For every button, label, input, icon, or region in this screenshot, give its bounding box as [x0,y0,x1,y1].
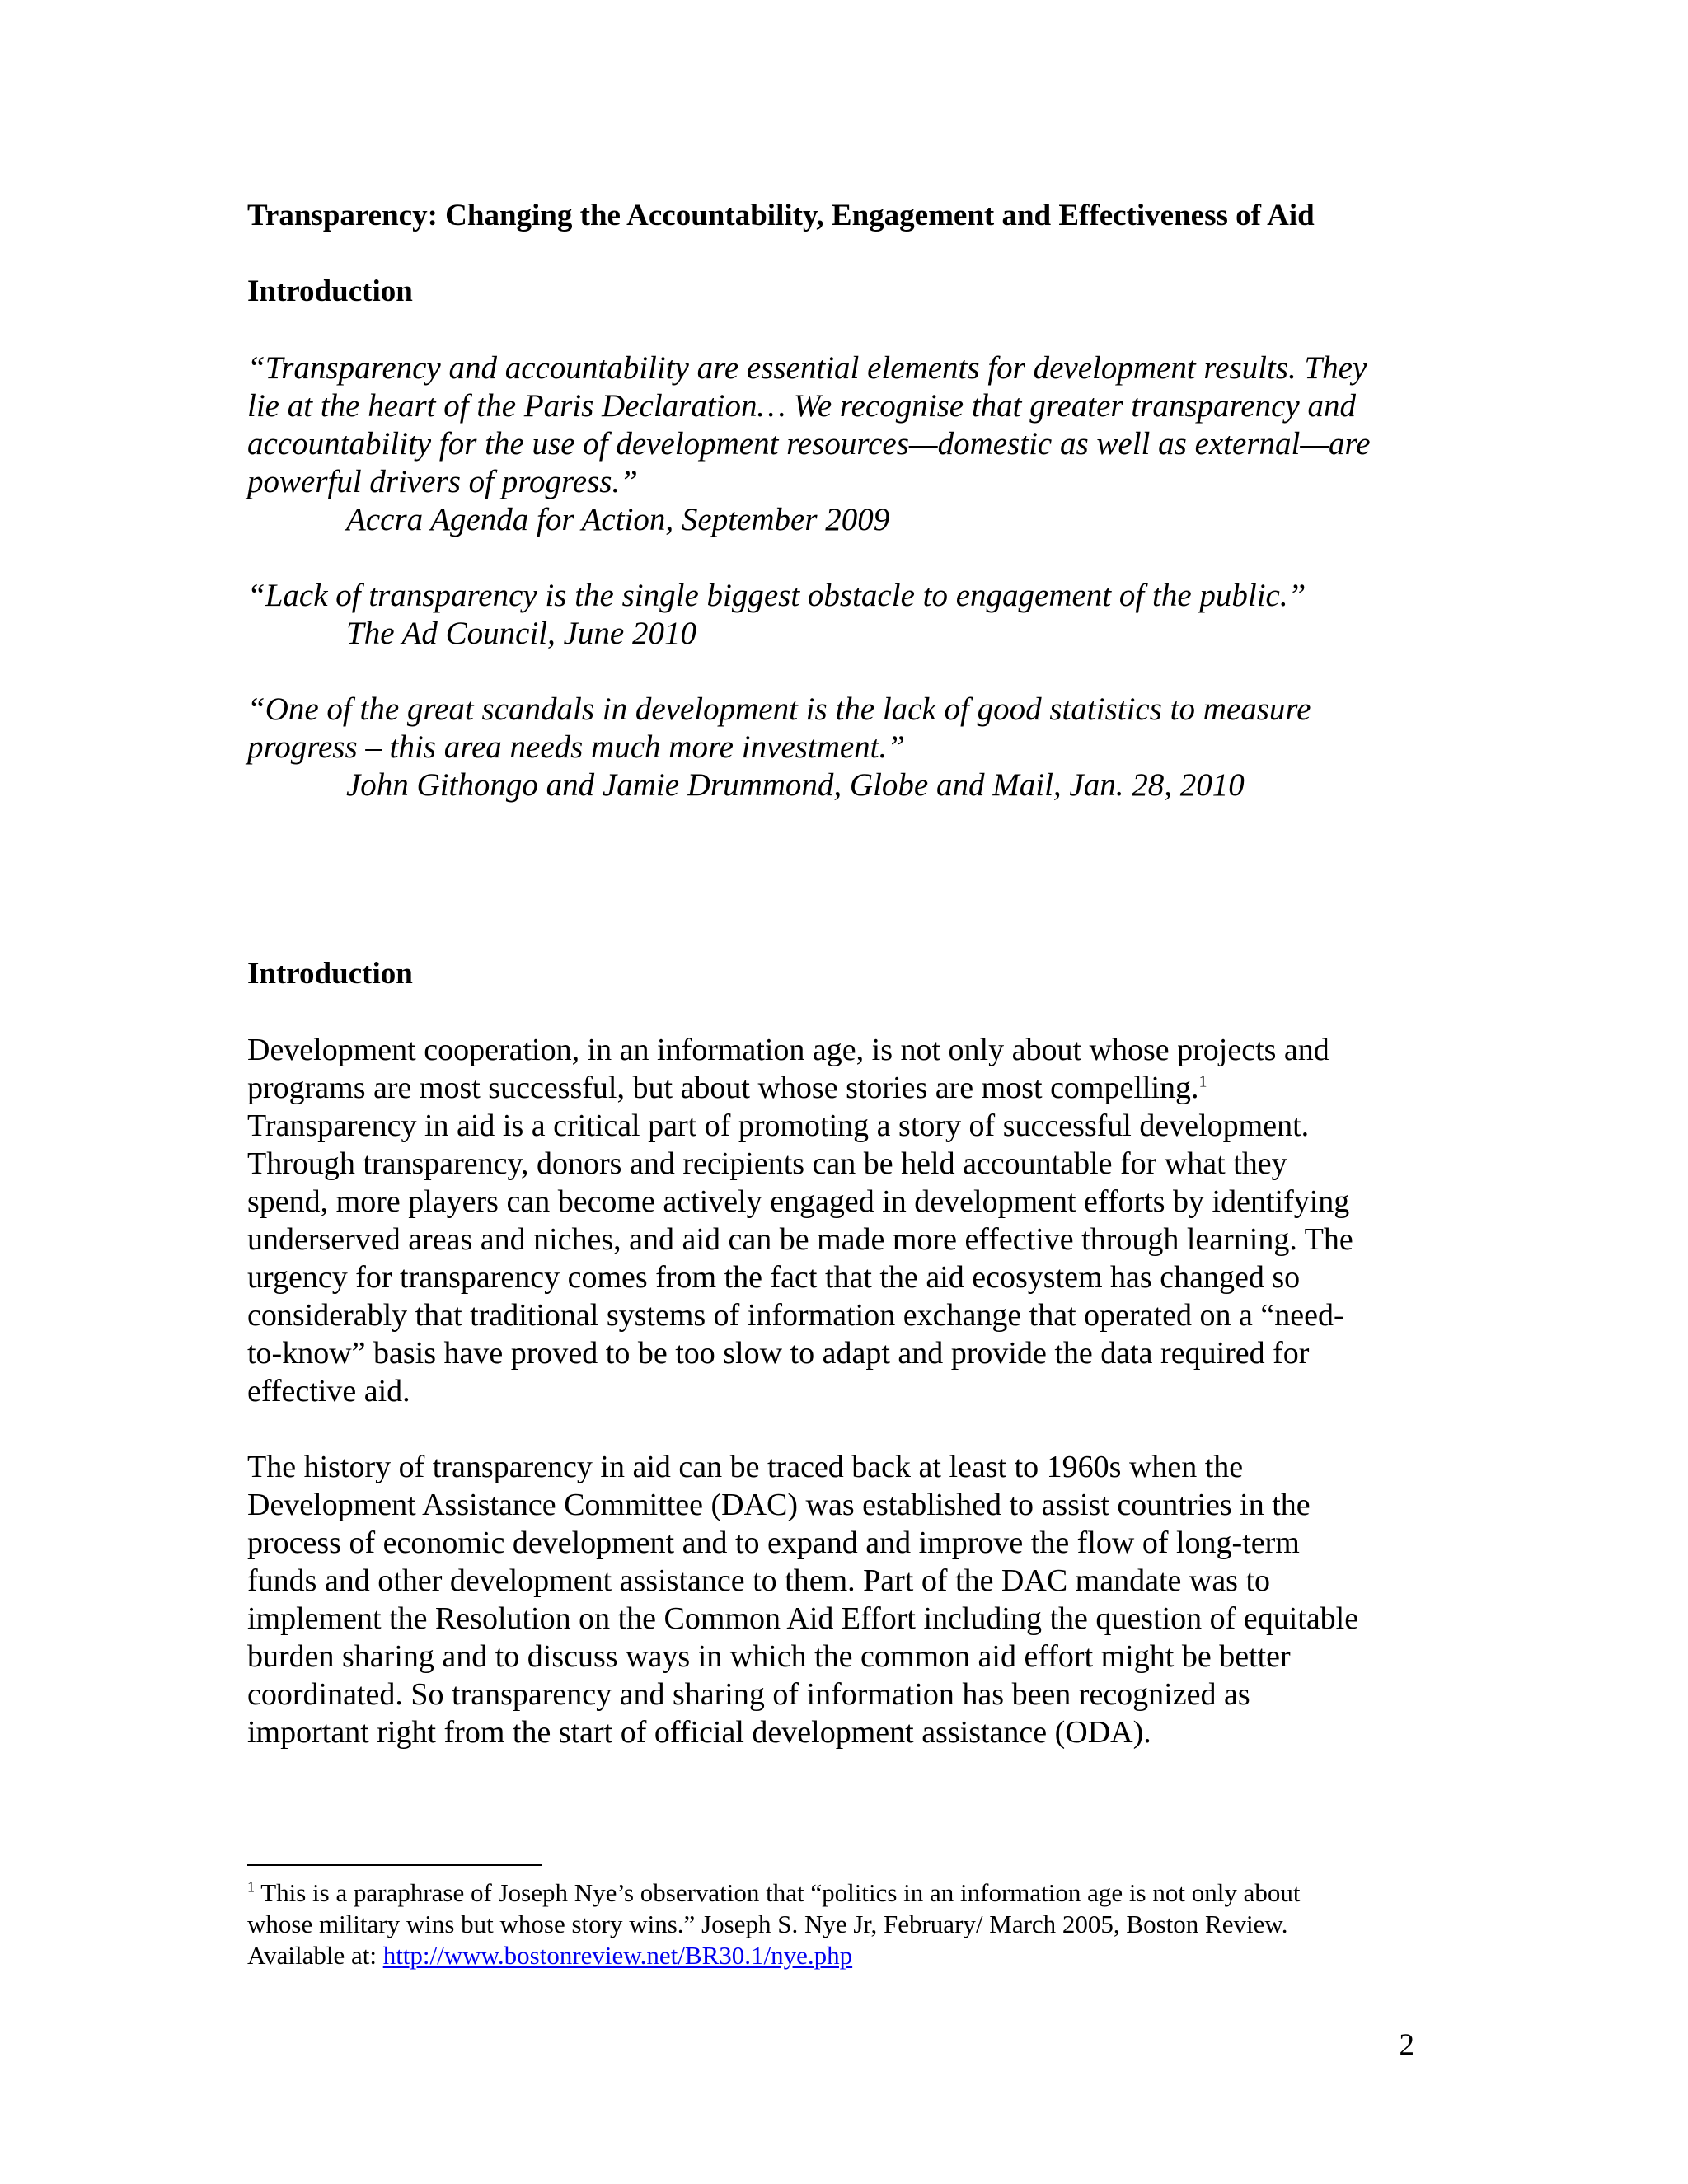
document-title: Transparency: Changing the Accountability, Engagement and Effectiveness of Aid [247,199,1315,232]
section-heading-introduction: Introduction [247,274,413,308]
page-number: 2 [1399,2028,1414,2062]
footnote-link[interactable]: http://www.bostonreview.net/BR30.1/nye.php [382,1941,853,1970]
paragraph-text: Transparency in aid is a critical part of promoting a story of successful development. Through transparency, donors and recipients can be held accountable for what they spend, more players can become actively engaged in development efforts by identifying underserved areas and niches, and aid can be made more effective through learning. The urgency for transparency comes from the fact that the aid ecosystem has changed so considerably that traditional systems of information exchange that operated on a “need- to-know” basis have proved to be too slow to adapt and provide the data required for effective aid. [247,1108,1353,1408]
document-page [247,0,1434,2184]
quote-text: “Lack of transparency is the single biggest obstacle to engagement of the public.” [247,578,1306,613]
footnote-number: 1 [247,1878,255,1896]
footnote-reference[interactable]: 1 [1198,1072,1207,1091]
quote-attribution: John Githongo and Jamie Drummond, Globe and Mail, Jan. 28, 2010 [346,767,1245,803]
footnote-line [247,1877,1434,1909]
footnote-available-label: Available at: [247,1941,383,1970]
footnote-line: whose military wins but whose story wins.” Joseph S. Nye Jr, February/ March 2005, Boston Review. [247,1910,1288,1938]
body-paragraph: The history of transparency in aid can be traced back at least to 1960s when the Development Assistance Committee (DAC) was established to assist countries in the process of economic development and to expand and improve the flow of long-term funds and other development assistance to them. Part of the DAC mandate was to implement the Resolution on the Common Aid Effort including the question of equitable burden sharing and to discuss ways in which the common aid effort might be better coordinated. So transparency and sharing of information has been recognized as important right from the start of official development assistance (ODA). [247,1450,1359,1750]
footnote-text: This is a paraphrase of Joseph Nye’s observation that “politics in an information age is not only about [255,1878,1301,1907]
footnote-divider [247,1864,542,1866]
epigraph-quote [247,349,1434,539]
footnote [247,1877,1434,1971]
paragraph-text: Development cooperation, in an information age, is not only about whose projects and programs are most successful, but about whose stories are most compelling. [247,1033,1329,1105]
epigraph-quote [247,577,1434,653]
epigraph-quote [247,691,1434,804]
quote-text: “One of the great scandals in development is the lack of good statistics to measure progress – this area needs much more investment.” [247,691,1311,765]
quote-attribution: Accra Agenda for Action, September 2009 [346,502,890,537]
section-heading-introduction: Introduction [247,957,413,991]
quote-text: “Transparency and accountability are essential elements for development results. They lie at the heart of the Paris Declaration… We recognise that greater transparency and accountability for the use of development resources—domestic as well as external—are powerful drivers of progress.” [247,350,1371,499]
body-paragraph [247,1031,1434,1410]
quote-attribution: The Ad Council, June 2010 [346,616,696,651]
footnote-line [247,1940,1434,1971]
